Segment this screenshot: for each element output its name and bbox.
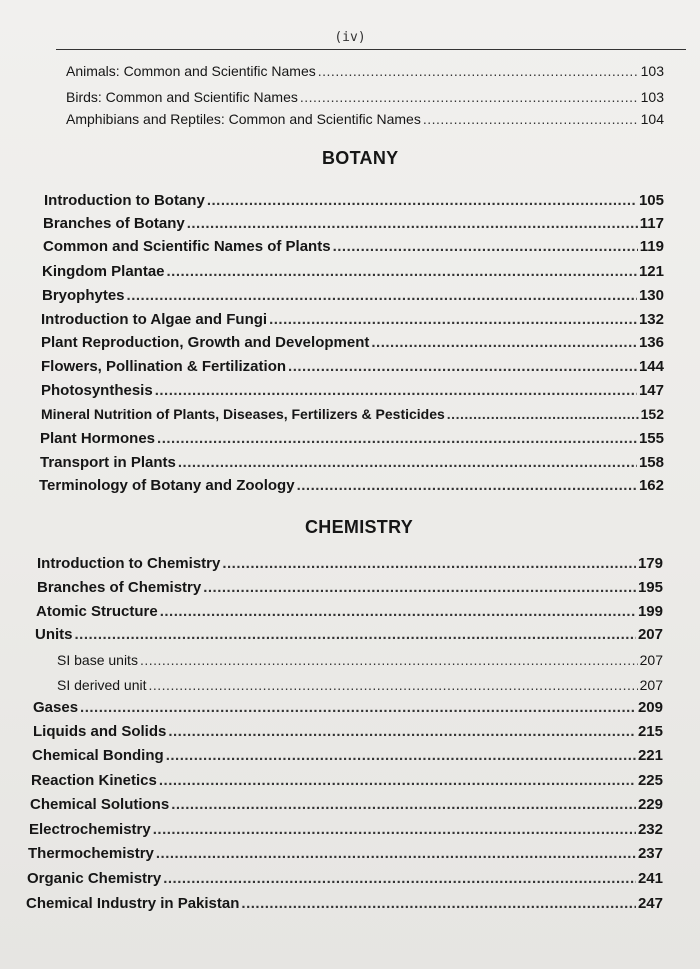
toc-entry-page: 199: [637, 603, 663, 620]
toc-entry-page: 152: [640, 406, 664, 422]
toc-entry-title: Amphibians and Reptiles: Common and Scientific Names: [66, 111, 421, 127]
dot-leader: [159, 770, 636, 792]
dot-leader: [155, 380, 637, 402]
toc-entry: [41, 332, 664, 354]
toc-entry-title: SI derived unit: [57, 677, 147, 693]
toc-entry-page: 144: [638, 358, 664, 375]
toc-entry: [32, 745, 663, 767]
toc-subentry: [57, 649, 663, 671]
dot-leader: [140, 649, 638, 671]
toc-entry-title: Gases: [33, 699, 79, 716]
dot-leader: [207, 190, 637, 212]
toc-entry-page: 215: [637, 723, 663, 740]
toc-entry: [30, 794, 663, 816]
dot-leader: [178, 452, 637, 474]
dot-leader: [333, 236, 638, 258]
toc-entry-title: Flowers, Pollination & Fertilization: [41, 358, 287, 375]
dot-leader: [423, 108, 639, 130]
section-heading-chemistry: CHEMISTRY: [305, 517, 414, 537]
toc-entry: [41, 380, 664, 402]
dot-leader: [447, 403, 639, 425]
toc-entry-title: Chemical Solutions: [30, 796, 170, 813]
section-heading-botany: BOTANY: [322, 148, 399, 168]
toc-entry: [37, 577, 663, 599]
toc-entry: [27, 868, 663, 890]
toc-entry: [42, 261, 664, 283]
toc-entry-page: 136: [638, 334, 664, 351]
toc-entry-title: Plant Hormones: [40, 430, 156, 447]
toc-entry-page: 221: [637, 747, 663, 764]
toc-entry-page: 119: [639, 238, 664, 255]
toc-entry-title: Transport in Plants: [40, 454, 176, 471]
dot-leader: [203, 577, 636, 599]
toc-entry-page: 121: [638, 263, 664, 280]
dot-leader: [187, 213, 638, 235]
toc-entry-title: Photosynthesis: [41, 382, 153, 399]
toc-entry-page: 117: [639, 215, 664, 232]
toc-entry-page: 103: [640, 89, 664, 105]
dot-leader: [171, 794, 636, 816]
toc-entry-animals: [66, 60, 664, 82]
dot-leader: [167, 261, 637, 283]
dot-leader: [297, 475, 637, 497]
toc-entry-title: Branches of Chemistry: [37, 579, 202, 596]
toc-entry: [31, 770, 663, 792]
dot-leader: [127, 285, 637, 307]
toc-entry-page: 179: [637, 555, 663, 572]
dot-leader: [80, 697, 636, 719]
toc-entry-title: Units: [35, 626, 73, 643]
toc-entry-page: 229: [637, 796, 663, 813]
toc-entry: [26, 893, 663, 915]
toc-entry: [44, 190, 664, 212]
toc-entry: [43, 213, 664, 235]
toc-entry-page: 147: [638, 382, 664, 399]
toc-entry-page: 241: [637, 870, 663, 887]
toc-entry-title: Chemical Industry in Pakistan: [26, 895, 240, 912]
toc-entry-title: Terminology of Botany and Zoology: [39, 477, 295, 494]
toc-entry-page: 232: [637, 821, 663, 838]
dot-leader: [300, 86, 639, 108]
toc-entry-page: 104: [640, 111, 664, 127]
toc-entry-title: Bryophytes: [42, 287, 125, 304]
toc-entry-page: 207: [639, 677, 663, 693]
toc-entry: [37, 553, 663, 575]
toc-entry-page: 195: [637, 579, 663, 596]
toc-entry-page: 105: [638, 192, 664, 209]
toc-entry-page: 155: [638, 430, 664, 447]
toc-entry-title: Plant Reproduction, Growth and Development: [41, 334, 370, 351]
page-number: (iv): [334, 30, 366, 45]
toc-entry: [43, 236, 664, 258]
toc-entry-page: 103: [640, 63, 664, 79]
toc-entry-title: Atomic Structure: [36, 603, 158, 620]
dot-leader: [318, 60, 639, 82]
dot-leader: [157, 428, 637, 450]
toc-entry-page: 225: [637, 772, 663, 789]
dot-leader: [75, 624, 636, 646]
toc-entry: [33, 721, 663, 743]
dot-leader: [160, 601, 636, 623]
toc-entry: [40, 452, 664, 474]
toc-entry-page: 209: [637, 699, 663, 716]
toc-entry-amphibians-reptiles: [66, 108, 664, 130]
toc-entry-title: Animals: Common and Scientific Names: [66, 63, 316, 79]
toc-entry: [41, 356, 664, 378]
toc-entry: [41, 309, 664, 331]
toc-entry: [28, 843, 663, 865]
toc-entry-title: Organic Chemistry: [27, 870, 162, 887]
dot-leader: [288, 356, 637, 378]
toc-entry-title: Mineral Nutrition of Plants, Diseases, Fertilizers & Pesticides: [41, 406, 445, 422]
dot-leader: [156, 843, 636, 865]
dot-leader: [166, 745, 636, 767]
toc-entry-title: Introduction to Botany: [44, 192, 205, 209]
toc-entry-page: 158: [638, 454, 664, 471]
toc-entry-page: 247: [637, 895, 663, 912]
toc-entry-page: 162: [638, 477, 664, 494]
toc-entry-page: 132: [638, 311, 664, 328]
dot-leader: [163, 868, 636, 890]
toc-entry: [33, 697, 663, 719]
toc-entry: [41, 403, 664, 425]
dot-leader: [241, 893, 636, 915]
toc-entry-title: Chemical Bonding: [32, 747, 164, 764]
toc-entry: [40, 428, 664, 450]
toc-entry: [35, 624, 663, 646]
dot-leader: [222, 553, 636, 575]
toc-entry-page: 207: [637, 626, 663, 643]
dot-leader: [371, 332, 637, 354]
toc-entry-title: Introduction to Chemistry: [37, 555, 221, 572]
toc-entry-birds: [66, 86, 664, 108]
toc-entry-title: Kingdom Plantae: [42, 263, 165, 280]
toc-entry-page: 207: [639, 652, 663, 668]
toc-entry-title: Electrochemistry: [29, 821, 151, 838]
toc-subentry: [57, 674, 663, 696]
toc-entry: [39, 475, 664, 497]
dot-leader: [269, 309, 637, 331]
toc-entry-page: 237: [637, 845, 663, 862]
dot-leader: [153, 819, 636, 841]
toc-entry-title: Branches of Botany: [43, 215, 185, 232]
toc-entry-title: Introduction to Algae and Fungi: [41, 311, 268, 328]
toc-entry-title: SI base units: [57, 652, 138, 668]
dot-leader: [168, 721, 636, 743]
toc-entry-title: Reaction Kinetics: [31, 772, 157, 789]
toc-entry-title: Liquids and Solids: [33, 723, 167, 740]
toc-entry-page: 130: [638, 287, 664, 304]
toc-entry: [36, 601, 663, 623]
toc-entry: [29, 819, 663, 841]
toc-entry-title: Common and Scientific Names of Plants: [43, 238, 331, 255]
dot-leader: [149, 674, 638, 696]
toc-entry-title: Thermochemistry: [28, 845, 154, 862]
toc-entry: [42, 285, 664, 307]
toc-entry-title: Birds: Common and Scientific Names: [66, 89, 298, 105]
